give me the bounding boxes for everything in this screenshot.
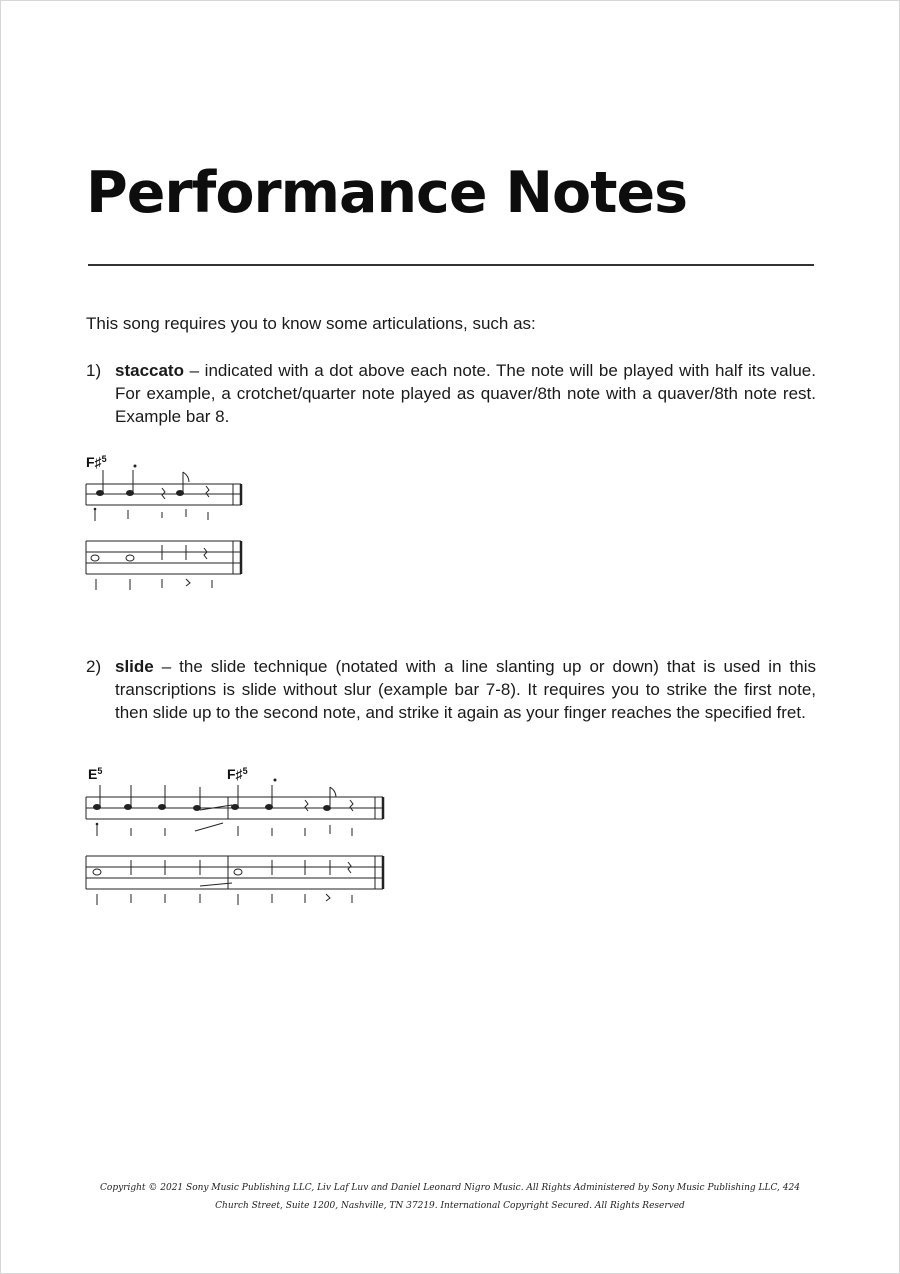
- copyright-footer: Copyright © 2021 Sony Music Publishing LLC, Liv Laf Luv and Daniel Leonard Nigro Music. All Rights Administered by Sony Music Publishing LLC, 424 Church Street, Suite 1200, Nashville, TN 37219. International Copyright Secured. All Rights Reserved: [100, 1183, 800, 1211]
- staccato-rhythm-staff: [86, 470, 241, 521]
- staccato-notes: [94, 465, 184, 511]
- chord-symbol: $E^5$: [88, 766, 103, 782]
- staccato-example: [86, 454, 241, 590]
- slide-tab-staff: [86, 856, 383, 905]
- item-description: – indicated with a dot above each note. The note will be played with half its value. For example, a crotchet/quarter note played as quaver/8th note with a quaver/8th note rest. Example bar 8.: [115, 361, 816, 426]
- slide-example: [86, 766, 383, 905]
- item-number: 1): [86, 361, 102, 380]
- slide-rhythm-staff: [86, 785, 383, 836]
- slide-notes: [93, 779, 331, 826]
- item-description: – the slide technique (notated with a line slanting up or down) that is used in this transcriptions is slide without slur (example bar 7-8). It requires you to strike the first note, then slide up to the second note, and strike it again as your finger reaches the specified fret.: [115, 657, 816, 722]
- item-number: 2): [86, 657, 102, 676]
- intro-text: This song requires you to know some articulations, such as:: [86, 314, 536, 333]
- page-title: Performance Notes: [86, 160, 688, 226]
- item-term: staccato: [115, 361, 184, 380]
- chord-symbol: F♯$^5$: [86, 454, 107, 470]
- staccato-tab-staff: [86, 541, 241, 590]
- item-term: slide: [115, 657, 154, 676]
- chord-symbol: F♯$^5$: [227, 766, 248, 782]
